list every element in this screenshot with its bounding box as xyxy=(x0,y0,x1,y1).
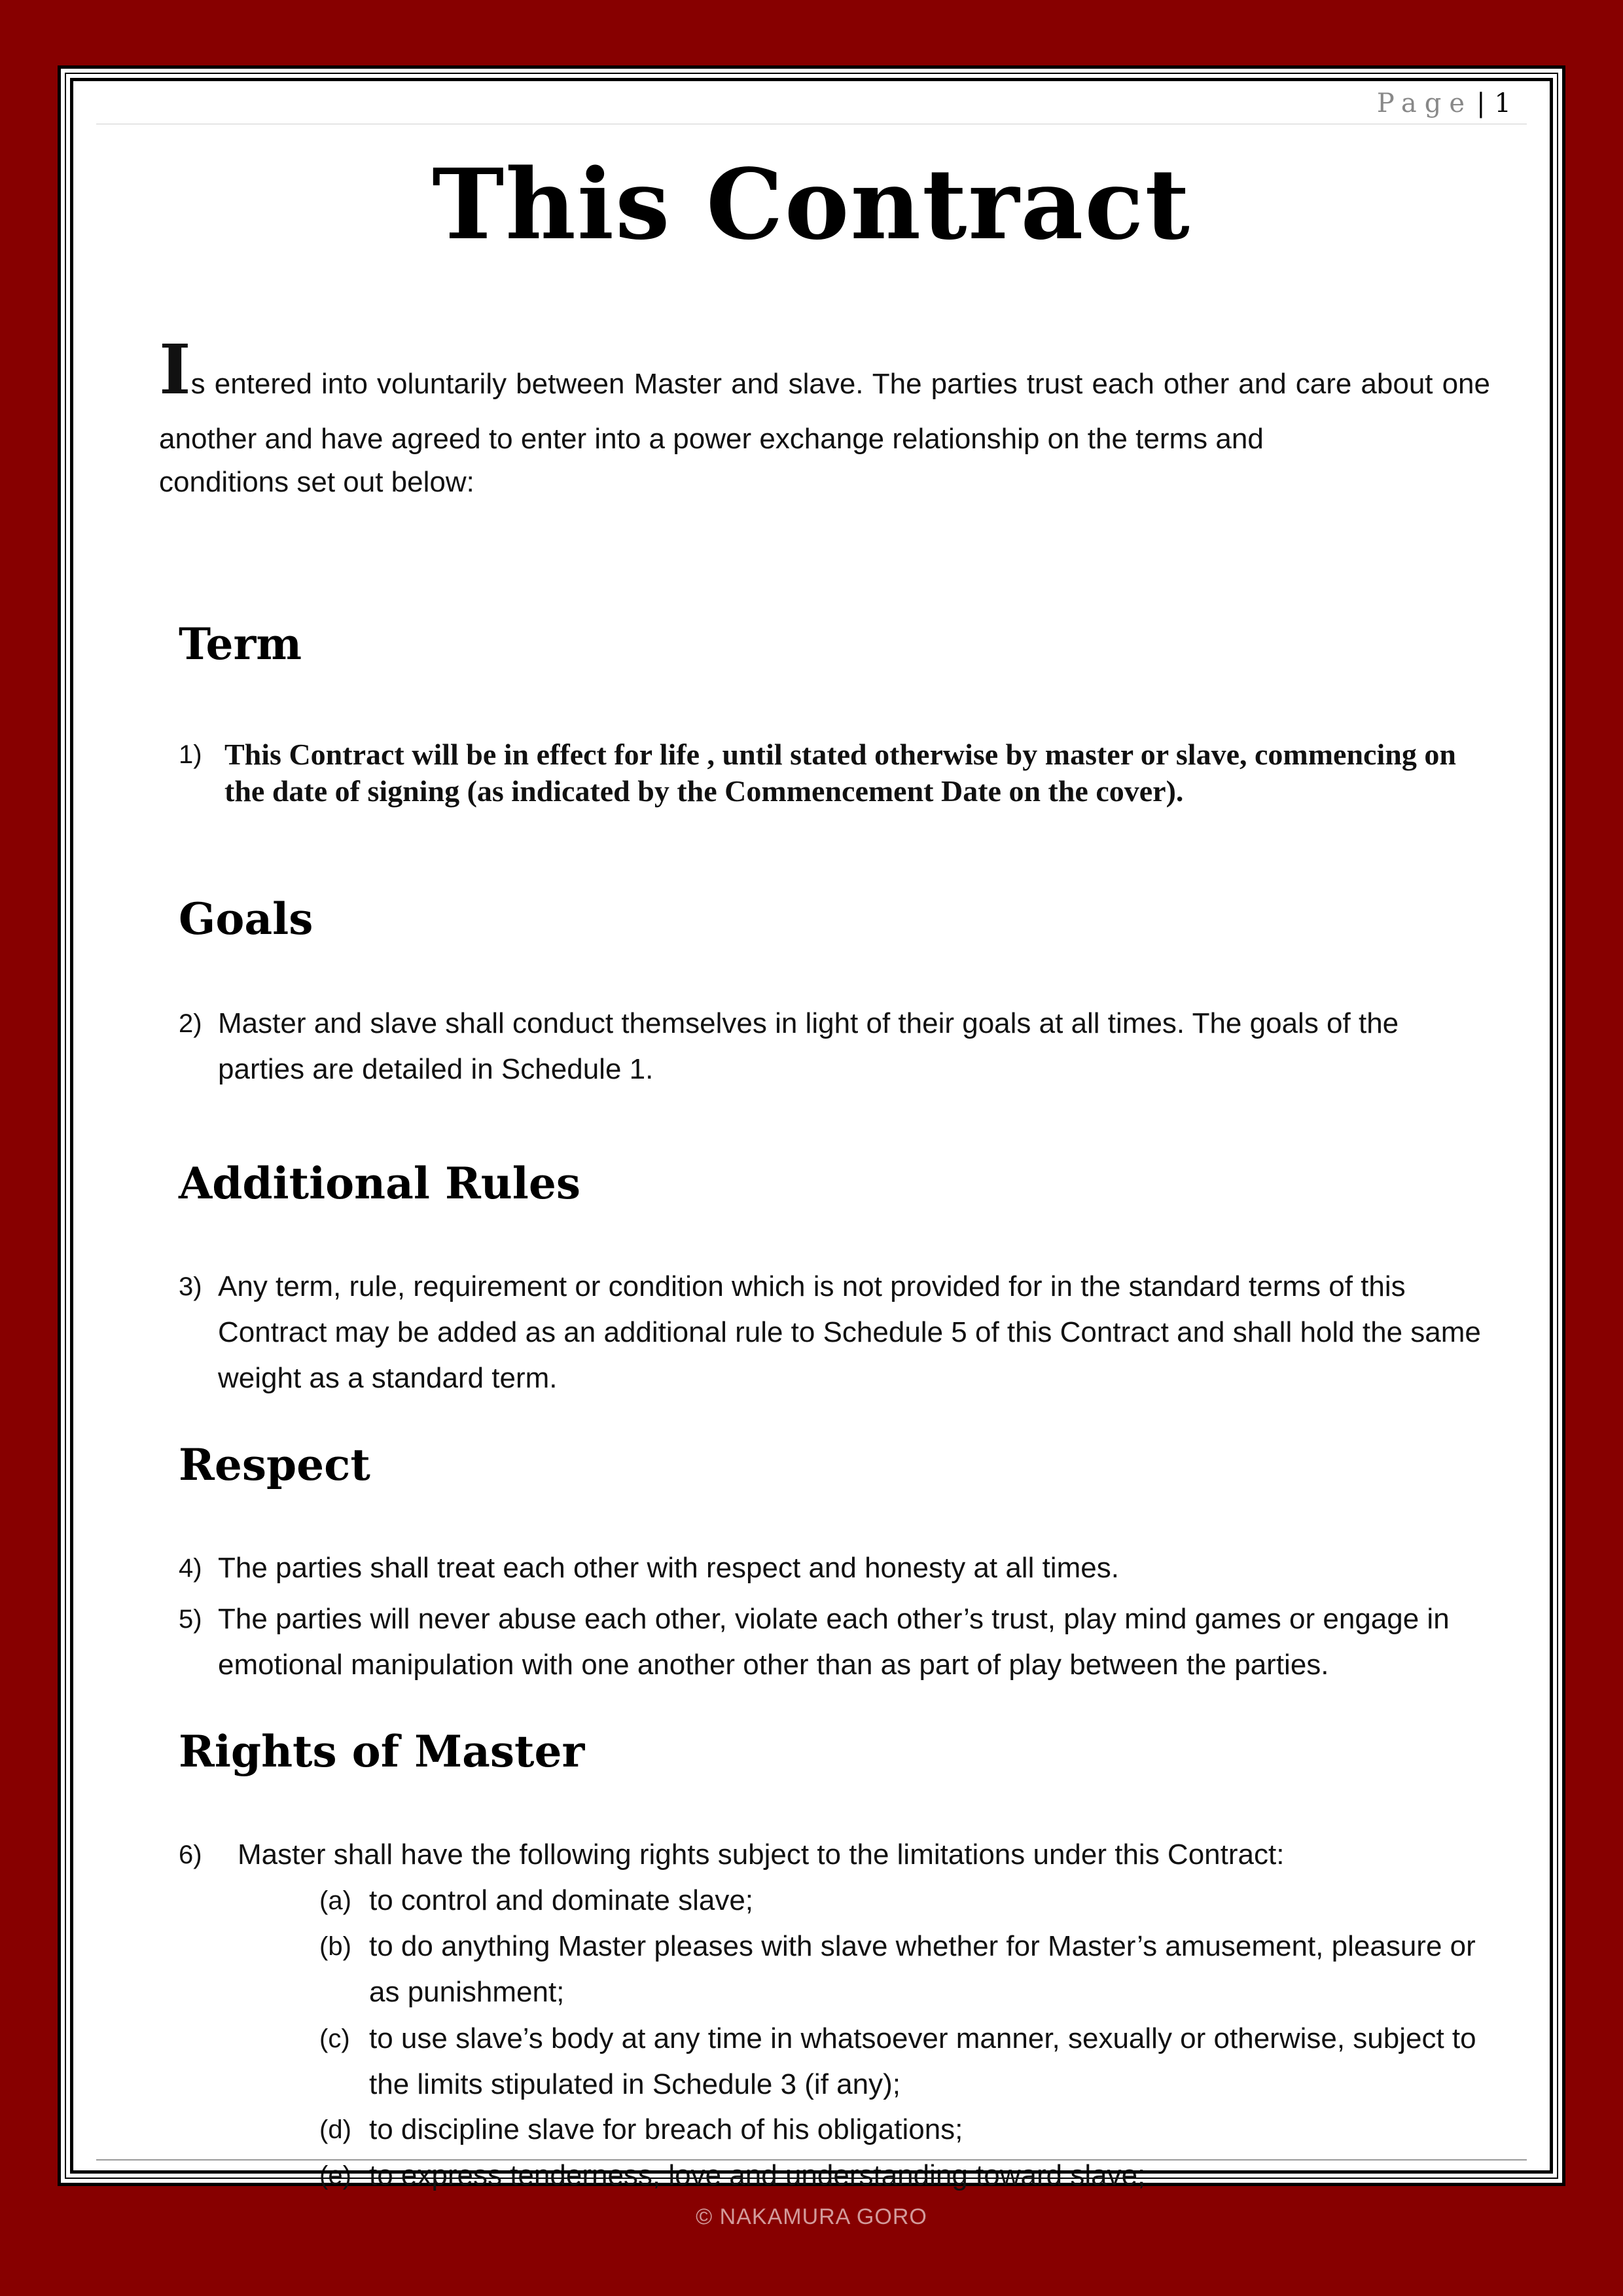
page-label: Page xyxy=(1376,88,1473,118)
subclause-text: to discipline slave for breach of his obligations; xyxy=(369,2113,963,2145)
subclause-c xyxy=(319,2016,1510,2108)
subclause-letter: (c) xyxy=(319,2024,350,2053)
clause-3 xyxy=(179,1264,1490,1401)
page-separator: | xyxy=(1476,88,1486,118)
clause-number: 4) xyxy=(179,1554,202,1583)
footer-rule xyxy=(96,2159,1527,2161)
clause-number: 6) xyxy=(179,1840,202,1869)
clause-text: Master shall have the following rights subject to the limitations under this Contract: xyxy=(238,1839,1285,1871)
clause-number: 5) xyxy=(179,1605,202,1634)
clause-text: Any term, rule, requirement or condition which is not provided for in the standard terms of this Contract may be added as an additional rule to Schedule 5 of this Contract and shall hold the same weight as a standard term. xyxy=(218,1270,1481,1394)
page-frame xyxy=(58,65,1565,2191)
subclause-a xyxy=(319,1878,1510,1924)
drop-cap: I xyxy=(159,329,191,410)
intro-tail: conditions set out below: xyxy=(159,466,474,498)
clause-number: 1) xyxy=(179,740,202,769)
document-body xyxy=(159,329,1490,2191)
copyright-notice: © NAKAMURA GORO xyxy=(696,2204,927,2229)
subclause-b xyxy=(319,1924,1510,2015)
intro-first-line: s entered into voluntarily between Master and slave. The parties trust each other and care about one another and have agreed to enter into a power exchange relationship on the terms and xyxy=(159,368,1490,455)
clause-5 xyxy=(179,1596,1490,1688)
section-heading-additional-rules: Additional Rules xyxy=(179,1158,581,1209)
subclause-letter: (a) xyxy=(319,1886,351,1915)
clause-2 xyxy=(179,1001,1490,1092)
subclause-text: to express tenderness, love and understanding toward slave; xyxy=(369,2159,1146,2191)
clause-6 xyxy=(179,1832,1490,1878)
subclause-letter: (e) xyxy=(319,2161,351,2190)
page-number xyxy=(1377,88,1511,118)
clause-4 xyxy=(179,1545,1490,1591)
clause-number: 3) xyxy=(179,1272,202,1301)
subclause-text: to do anything Master pleases with slave whether for Master’s amusement, pleasure or as punishment; xyxy=(369,1930,1476,2008)
subclause-e xyxy=(319,2153,1510,2198)
page-number-value: 1 xyxy=(1494,88,1511,118)
subclause-letter: (b) xyxy=(319,1932,351,1961)
intro-paragraph xyxy=(159,329,1490,505)
clause-number: 2) xyxy=(179,1009,202,1038)
clause-text: Master and slave shall conduct themselves in light of their goals at all times. The goals of the parties are detailed in Schedule 1. xyxy=(218,1007,1399,1085)
clause-1 xyxy=(179,736,1490,810)
section-heading-rights-of-master: Rights of Master xyxy=(179,1726,585,1777)
subclause-letter: (d) xyxy=(319,2115,351,2144)
subclause-text: to control and dominate slave; xyxy=(369,1884,754,1916)
section-heading-goals: Goals xyxy=(179,893,313,944)
clause-text: This Contract will be in effect for life , until stated otherwise by master or slave, commencing on the date of signing (as indicated by the Commencement Date on the cover). xyxy=(224,738,1456,808)
section-heading-term: Term xyxy=(179,619,302,670)
clause-text: The parties will never abuse each other, violate each other’s trust, play mind games or engage in emotional manipulation with one another other than as part of play between the parties. xyxy=(218,1603,1450,1681)
section-heading-respect: Respect xyxy=(179,1439,370,1490)
subclause-text: to use slave’s body at any time in whatsoever manner, sexually or otherwise, subject to the limits stipulated in Schedule 3 (if any); xyxy=(369,2022,1476,2100)
clause-text: The parties shall treat each other with respect and honesty at all times. xyxy=(218,1552,1119,1584)
document-title: This Contract xyxy=(432,147,1191,261)
subclause-d xyxy=(319,2107,1510,2153)
